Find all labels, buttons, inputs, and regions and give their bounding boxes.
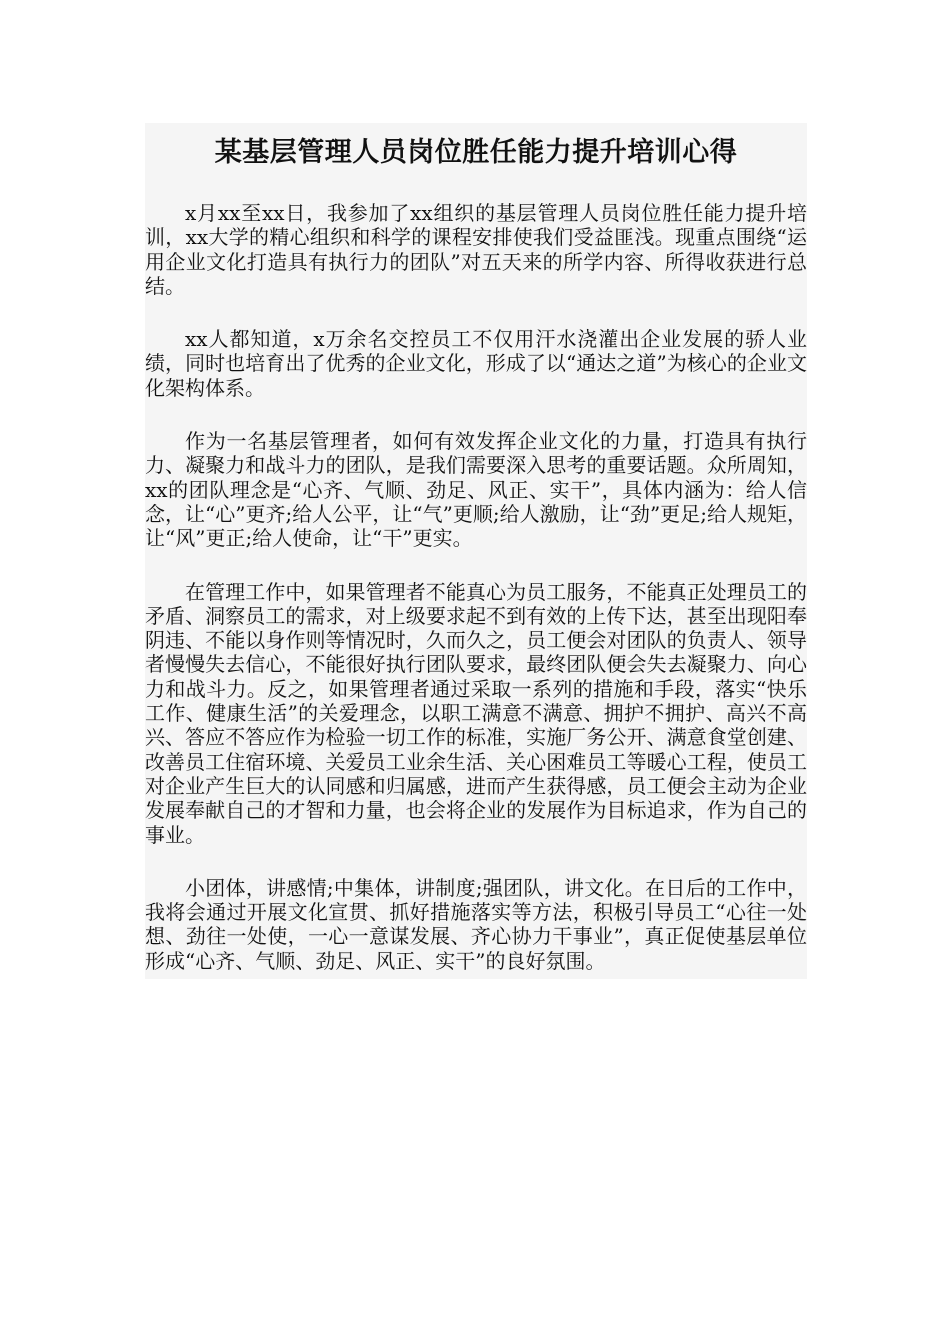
paragraph-management-work: 在管理工作中，如果管理者不能真心为员工服务，不能真正处理员工的矛盾、洞察员工的需求，对上级要求起不到有效的上传下达，甚至出现阳奉阴违、不能以身作则等情况时，久而久之，员工便会对团队的负责人、领导者慢慢失去信心，不能很好执行团队要求，最终团队便会失去凝聚力、向心力和战斗力。反之，如果管理者通过采取一系列的措施和手段，落实“快乐工作、健康生活”的关爱理念，以职工满意不满意、拥护不拥护、高兴不高兴、答应不答应作为检验一切工作的标准，实施厂务公开、满意食堂创建、改善员工住宿环境、关爱员工业余生活、关心困难员工等暖心工程，使员工对企业产生巨大的认同感和归属感，进而产生获得感，员工便会主动为企业发展奉献自己的才智和力量，也会将企业的发展作为目标追求，作为自己的事业。 (145, 579, 807, 847)
paragraph-conclusion: 小团体，讲感情;中集体，讲制度;强团队，讲文化。在日后的工作中，我将会通过开展文化宣贯、抓好措施落实等方法，积极引导员工“心往一处想、劲往一处使，一心一意谋发展、齐心协力干事业”，真正促使基层单位形成“心齐、气顺、劲足、风正、实干”的良好氛围。 (145, 875, 807, 973)
paragraph-intro: x月xx至xx日，我参加了xx组织的基层管理人员岗位胜任能力提升培训，xx大学的精心组织和科学的课程安排使我们受益匪浅。现重点围绕“运用企业文化打造具有执行力的团队”对五天来的所学内容、所得收获进行总结。 (145, 201, 807, 298)
paragraph-team-philosophy: 作为一名基层管理者，如何有效发挥企业文化的力量，打造具有执行力、凝聚力和战斗力的团队，是我们需要深入思考的重要话题。众所周知，xx的团队理念是“心齐、气顺、劲足、风正、实干”，具体内涵为：给人信念，让“心”更齐;给人公平，让“气”更顺;给人激励，让“劲”更足;给人规矩，让“风”更正;给人使命，让“干”更实。 (145, 429, 807, 551)
document-body (145, 123, 807, 979)
paragraph-corporate-culture: xx人都知道，x万余名交控员工不仅用汗水浇灌出企业发展的骄人业绩，同时也培育出了优秀的企业文化，形成了以“通达之道”为核心的企业文化架构体系。 (145, 327, 807, 400)
document-title: 某基层管理人员岗位胜任能力提升培训心得 (214, 137, 738, 168)
